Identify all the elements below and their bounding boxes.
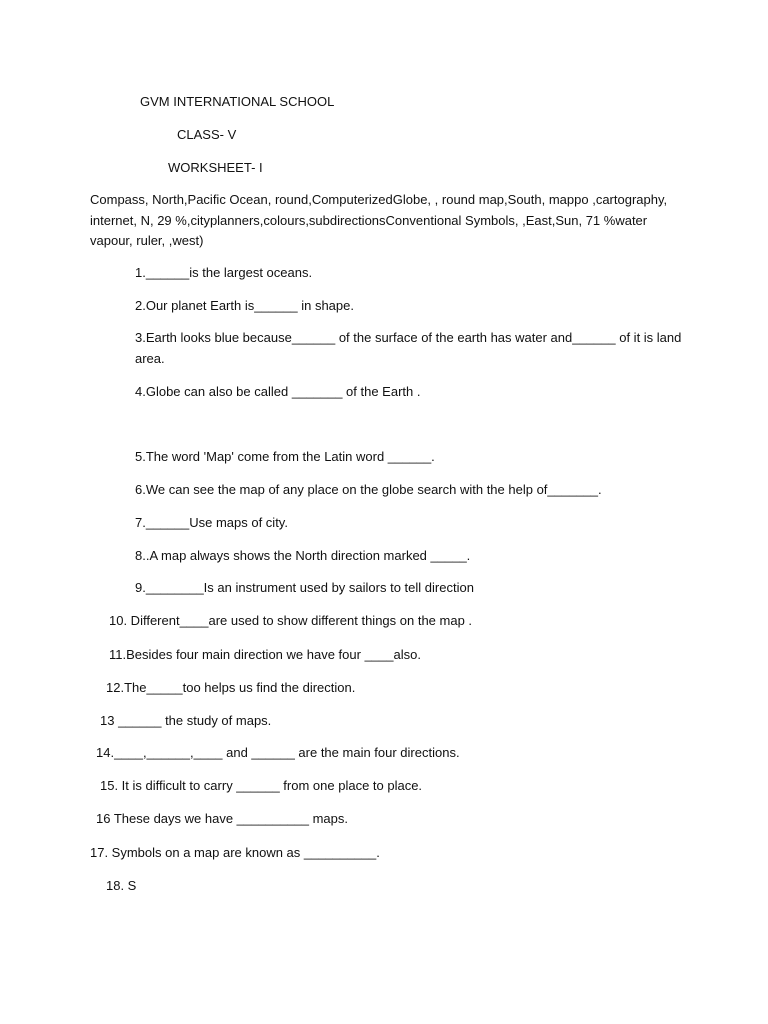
question-10: 10. Different____are used to show different things on the map . [109, 613, 473, 628]
question-6: 6.We can see the map of any place on the globe search with the help of_______. [135, 482, 602, 497]
question-11: 11.Besides four main direction we have four ____also. [109, 647, 421, 662]
question-17: 17. Symbols on a map are known as __________. [90, 845, 380, 860]
question-7: 7.______Use maps of city. [135, 515, 288, 530]
question-3: 3.Earth looks blue because______ of the surface of the earth has water and______ of it is land area. [135, 330, 682, 366]
school-name: GVM INTERNATIONAL SCHOOL [140, 94, 335, 109]
question-8: 8..A map always shows the North direction marked _____. [135, 548, 471, 563]
question-5: 5.The word 'Map' come from the Latin word ______. [135, 449, 435, 464]
question-15: 15. It is difficult to carry ______ from one place to place. [100, 778, 423, 793]
question-9: 9.________Is an instrument used by sailors to tell direction [135, 580, 474, 595]
question-13: 13 ______ the study of maps. [100, 713, 272, 728]
word-bank: Compass, North,Pacific Ocean, round,ComputerizedGlobe, , round map,South, mappo ,cartography, internet, N, 29 %,cityplanners,colours,subdirectionsConventional Symbols, ,East,Sun, 71 %water vapour, ruler, ,west) [90, 192, 668, 248]
class-label: CLASS- V [177, 127, 237, 142]
question-12: 12.The_____too helps us find the direction. [106, 680, 356, 695]
question-18: 18. S [106, 878, 137, 893]
question-16: 16 These days we have __________ maps. [96, 811, 348, 826]
question-14: 14.____,______,____ and ______ are the main four directions. [96, 745, 460, 760]
question-1: 1.______is the largest oceans. [135, 265, 313, 280]
question-2: 2.Our planet Earth is______ in shape. [135, 298, 354, 313]
question-4: 4.Globe can also be called _______ of the Earth . [135, 384, 421, 399]
worksheet-title: WORKSHEET- I [168, 160, 263, 175]
